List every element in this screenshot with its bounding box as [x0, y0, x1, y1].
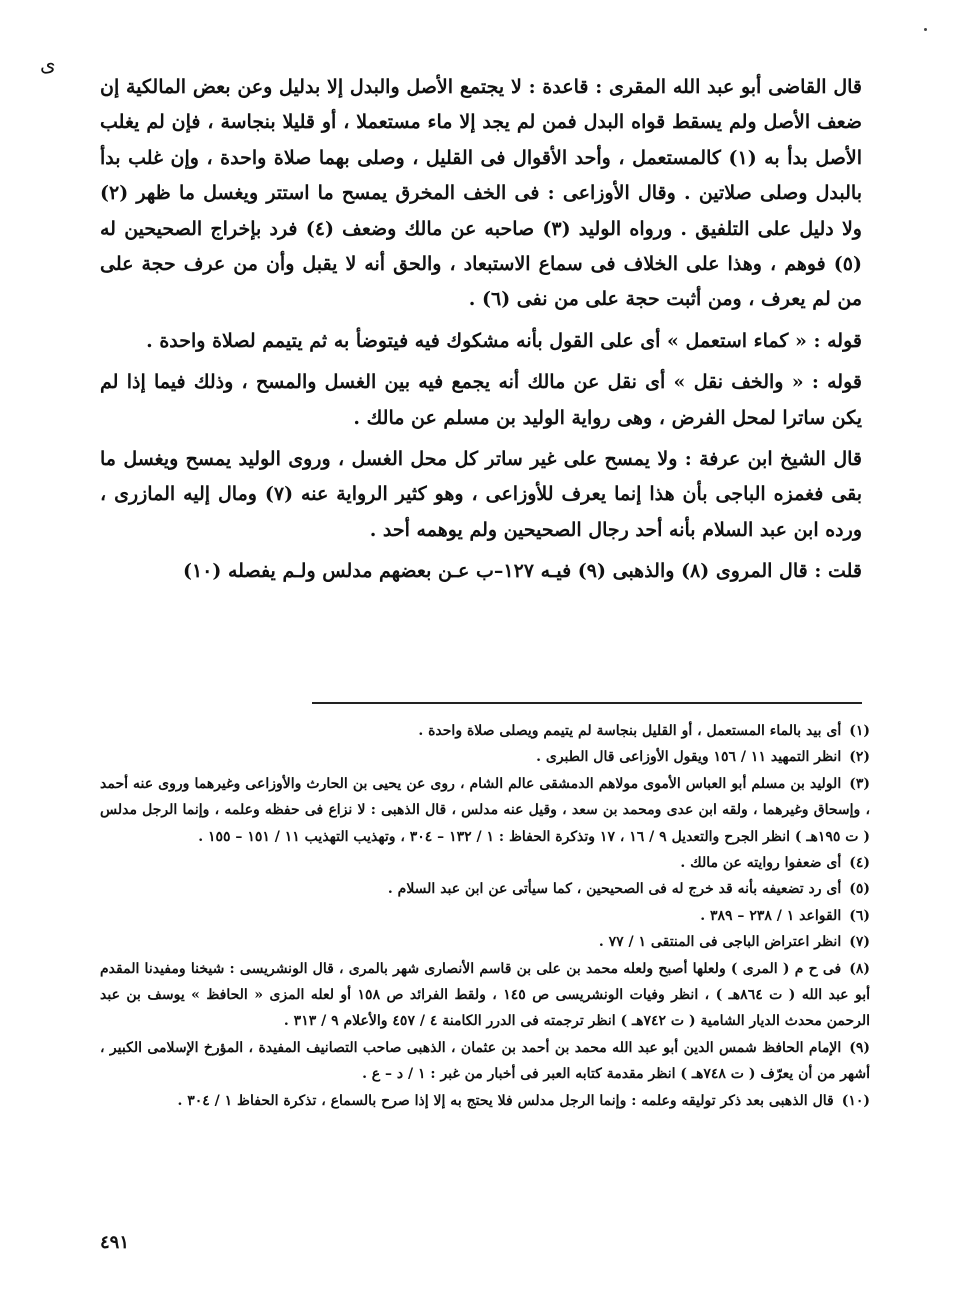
- paragraph-1: قال القاضى أبو عبد الله المقرى : قاعدة : لا يجتمع الأصل والبدل إلا بدليل وعن بعض المالكية إن ضعف الأصل ولم يسقط قواه البدل فمن لم يجد إلا ماء مستعملا ، أو قليلا بنجاسة ، فإن لم يغلب الأصل بدأ به (١) كالمستعمل ، وأحد الأقوال فى القليل ، وصلى بهما صلاة واحدة ، وإن غلب بدأ بالبدل وصلى صلاتين . وقال الأوزاعى : فى الخف المخرق يمسح ما استتر ويغسل ما ظهر (٢) ولا دليل على التلفيق . ورواه الوليد (٣) صاحبه عن مالك وضعف (٤) فرد بإخراج الصحيحين له (٥) فوهم ، وهذا على الخلاف فى سماع الاستبعاد ، والحق أنه لا يقبل وأن من عرف حجة على من لم يعرف ، ومن أثبت حجة على من نفى (٦) .: [100, 76, 862, 311]
- footnote-text: انظر التمهيد ١١ / ١٥٦ ويقول الأوزاعى قال الطبرى .: [536, 749, 842, 766]
- footnote-text: القواعد ١ / ٢٣٨ – ٣٨٩ .: [700, 907, 842, 924]
- footnote-9: [100, 1035, 870, 1088]
- footnote-number: (٢): [849, 749, 870, 766]
- footnote-6: [100, 903, 870, 929]
- footnote-number: (٩): [849, 1039, 870, 1056]
- scan-dot: [924, 28, 927, 31]
- main-text: [100, 70, 862, 590]
- page-number: ٤٩١: [100, 1232, 130, 1253]
- footnote-10: [100, 1088, 870, 1114]
- footnote-number: (٣): [849, 775, 870, 792]
- paragraph-3: قوله : « والخف نقل » أى نقل عن مالك أنه يجمع فيه بين الغسل والمسح ، وذلك فيما إذا لم يكن ساترا لمحل الفرض ، وهى رواية الوليد بن مسلم عن مالك .: [100, 371, 862, 429]
- footnote-text: أى ضعفوا روايته عن مالك .: [680, 855, 842, 872]
- footnote-2: [100, 744, 870, 770]
- paragraph-2: قوله : « كماء استعمل » أى على القول بأنه مشكوك فيه فيتوضأ به ثم يتيمم لصلاة واحدة .: [146, 329, 862, 352]
- corner-mark: ى: [40, 52, 56, 76]
- footnote-text: قال الذهبى بعد ذكر توليقه وعلمه : وإنما الرجل مدلس فلا يحتج به إلا إذا صرح بالسماع ، تذكرة الحفاظ ١ / ٣٠٤ .: [177, 1092, 834, 1109]
- paragraph-4: قال الشيخ ابن عرفة : ولا يمسح على غير ساتر كل محل الغسل ، وروى الوليد يمسح ويغسل ما بقى فغمزه الباجى بأن هذا إنما يعرف للأوزاعى ، وهو كثير الرواية عنه (٧) ومال إليه المازرى ، ورده ابن عبد السلام بأنه أحد رجال الصحيحين ولم يوهمه أحد .: [100, 448, 862, 541]
- footnote-text: الوليد بن مسلم أبو العباس الأموى مولاهم الدمشقى عالم الشام ، روى عن يحيى بن الحارث والأوزاعى وغيرهما وروى عنه أحمد ، وإسحاق وغيرهما ، ولقه ابن عدى ومحمد بن سعد ، وقيل عنه مدلس ، قال الذهبى : لا نزاع فى حفظه وعلمه ، وإنما الرجل مدلس ( ت ١٩٥هـ ) انظر الجرح والتعديل ٩ / ١٦ ، ١٧ وتذكرة الحفاظ : ١ / ١٣٢ – ٣٠٤ ، وتهذيب التهذيب ١١ / ١٥١ – ١٥٥ .: [100, 775, 870, 845]
- footnote-number: (١٠): [841, 1092, 870, 1109]
- footnote-1: [100, 718, 870, 744]
- footnote-number: (٨): [849, 960, 870, 977]
- footnote-number: (٤): [849, 855, 870, 872]
- footnote-4: [100, 850, 870, 876]
- footnotes: [100, 718, 870, 1114]
- paragraph-5: قلت : قال المروى (٨) والذهبى (٩) فيـه ١٢٧–ب عـن بعضهم مدلس ولـم يفصله (١٠): [182, 560, 862, 583]
- footnote-number: (٥): [849, 881, 870, 898]
- footnote-number: (٦): [849, 907, 870, 924]
- footnote-8: [100, 956, 870, 1035]
- footnote-text: أى بيد بالماء المستعمل ، أو القليل بنجاسة لم يتيمم ويصلى صلاة واحدة .: [418, 723, 842, 739]
- footnote-text: الإمام الحافظ شمس الدين أبو عبد الله محمد بن أحمد بن عثمان ، الذهبى صاحب التصانيف المفيدة ، المؤرخ الإسلامى الكبير ، أشهر من أن يعرّف ( ت ٧٤٨هـ ) انظر مقدمة كتابه العبر فى أخبار من غبر : ١ / د – ع .: [100, 1039, 870, 1083]
- footnote-text: فى ح م ( المرى ) ولعلها أصبح ولعله محمد بن على بن قاسم الأنصارى شهر بالمرى ، قال الونشريسى : شيخنا ومفيدنا المقدم أبو عبد الله ( ت ٨٦٤هـ ) ، انظر وفيات الونشريسى ص ١٤٥ ، ولقط الفرائد ص ١٥٨ أو لعله المزى « الحافظ » يوسف بن عبد الرحمن محدث الديار الشامية ( ت ٧٤٢هـ ) انظر ترجمته فى الدرر الكامنة ٤ / ٤٥٧ والأعلام ٩ / ٣١٣ .: [100, 960, 871, 1030]
- footnote-5: [100, 876, 870, 902]
- footnote-7: [100, 929, 870, 955]
- footnote-number: (١): [849, 723, 870, 739]
- footnote-3: [100, 771, 870, 850]
- footnote-text: أى رد تضعيفه بأنه قد خرج له فى الصحيحين ، كما سيأتى عن ابن عبد السلام .: [387, 881, 842, 898]
- footnote-separator: [312, 702, 862, 704]
- footnote-text: انظر اعتراض الباجى فى المنتقى ١ / ٧٧ .: [598, 934, 842, 951]
- footnote-number: (٧): [849, 934, 870, 951]
